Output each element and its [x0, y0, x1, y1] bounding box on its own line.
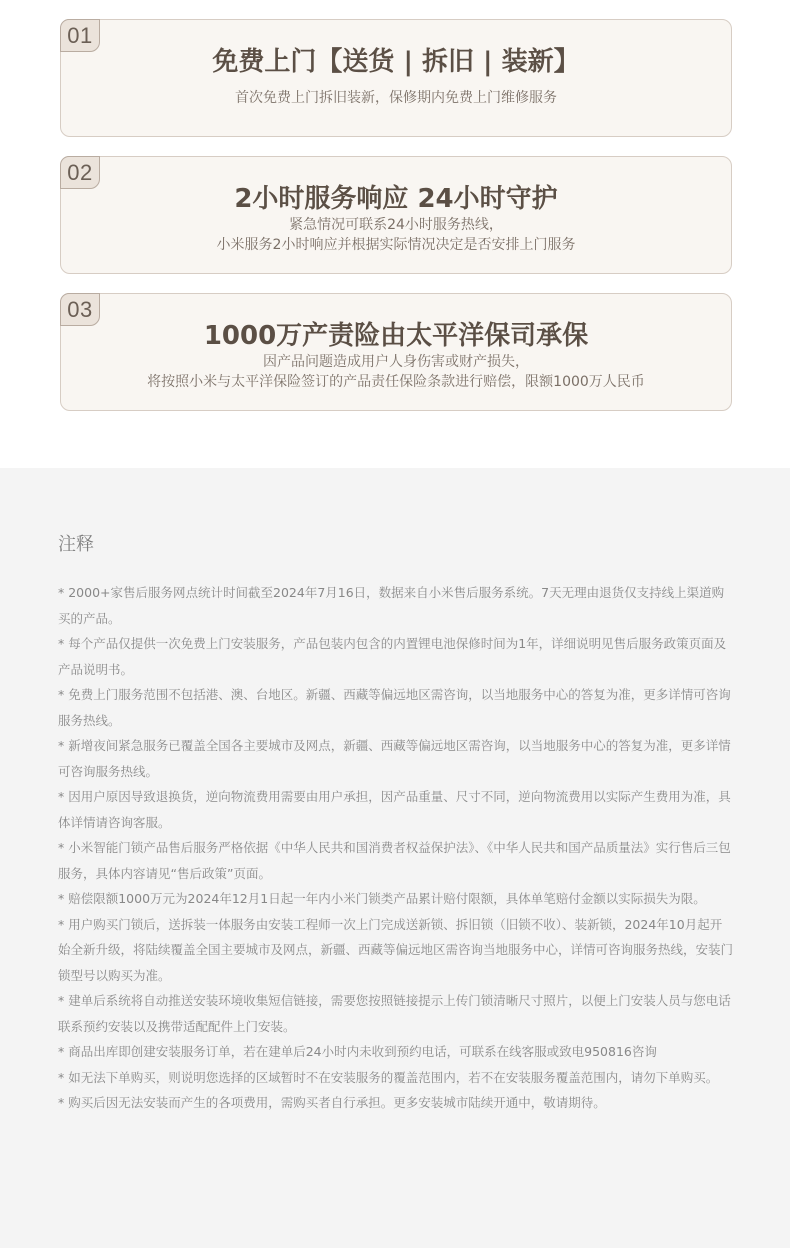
- note-item: * 赔偿限额1000万元为2024年12月1日起一年内小米门锁类产品累计赔付限额，具体单笔赔付金额以实际损失为限。: [58, 891, 706, 906]
- card-title: 1000万产责险由太平洋保司承保: [203, 321, 589, 351]
- note-item: * 建单后系统将自动推送安装环境收集短信链接，需要您按照链接提示上传门锁清晰尺寸照片，以便上门安装人员与您电话联系预约安装以及携带适配配件上门安装。: [58, 993, 731, 1034]
- notes-heading: 注释: [58, 534, 94, 555]
- note-item: * 因用户原因导致退换货，逆向物流费用需要由用户承担，因产品重量、尺寸不同，逆向物流费用以实际产生费用为准，具体详情请咨询客服。: [58, 789, 731, 830]
- service-card-free-installation: [60, 19, 732, 137]
- note-item: * 小米智能门锁产品售后服务严格依据《中华人民共和国消费者权益保护法》、《中华人民共和国产品质量法》实行售后三包服务，具体内容请见“售后政策”页面。: [58, 840, 731, 881]
- card-number-badge: 03: [60, 293, 100, 326]
- card-number-badge: 02: [60, 156, 100, 189]
- card-description-line-1: 因产品问题造成用户人身伤害或财产损失，: [263, 354, 529, 370]
- note-item: * 免费上门服务范围不包括港、澳、台地区。新疆、西藏等偏远地区需咨询，以当地服务中心的答复为准，更多详情可咨询服务热线。: [58, 687, 731, 728]
- notes-list: [58, 580, 734, 1116]
- note-item: * 2000+家售后服务网点统计时间截至2024年7月16日，数据来自小米售后服务系统。7天无理由退货仅支持线上渠道购买的产品。: [58, 585, 725, 626]
- note-item: * 新增夜间紧急服务已覆盖全国各主要城市及网点，新疆、西藏等偏远地区需咨询，以当地服务中心的答复为准，更多详情可咨询服务热线。: [58, 738, 731, 779]
- note-item: * 每个产品仅提供一次免费上门安装服务，产品包装内包含的内置锂电池保修时间为1年，详细说明见售后服务政策页面及产品说明书。: [58, 636, 727, 677]
- service-features: [0, 0, 790, 468]
- service-card-response-time: [60, 156, 732, 274]
- card-description-line-2: 将按照小米与太平洋保险签订的产品责任保险条款进行赔偿，限额1000万人民币: [147, 374, 645, 390]
- service-card-insurance: [60, 293, 732, 411]
- card-description-line-1: 紧急情况可联系24小时服务热线，: [289, 217, 503, 233]
- note-item: * 用户购买门锁后，送拆装一体服务由安装工程师一次上门完成送新锁、拆旧锁（旧锁不收）、装新锁，2024年10月起开始全新升级，将陆续覆盖全国主要城市及网点，新疆、西藏等偏远地区需咨询当地服务中心，详情可咨询服务热线，安装门锁型号以购买为准。: [58, 916, 734, 983]
- note-item: * 购买后因无法安装而产生的各项费用，需购买者自行承担。更多安装城市陆续开通中，敬请期待。: [58, 1095, 606, 1110]
- card-description-line-2: 小米服务2小时响应并根据实际情况决定是否安排上门服务: [216, 237, 576, 253]
- card-description: 首次免费上门拆旧装新，保修期内免费上门维修服务: [235, 90, 557, 106]
- note-item: * 商品出库即创建安装服务订单，若在建单后24小时内未收到预约电话，可联系在线客服或致电950816咨询: [58, 1044, 657, 1059]
- card-number-badge: 01: [60, 19, 100, 52]
- notes-section: [0, 468, 790, 1248]
- card-title: 免费上门【送货 | 拆旧 | 装新】: [212, 47, 580, 77]
- card-title: 2小时服务响应 24小时守护: [234, 184, 558, 214]
- note-item: * 如无法下单购买，则说明您选择的区域暂时不在安装服务的覆盖范围内，若不在安装服务覆盖范围内，请勿下单购买。: [58, 1069, 719, 1085]
